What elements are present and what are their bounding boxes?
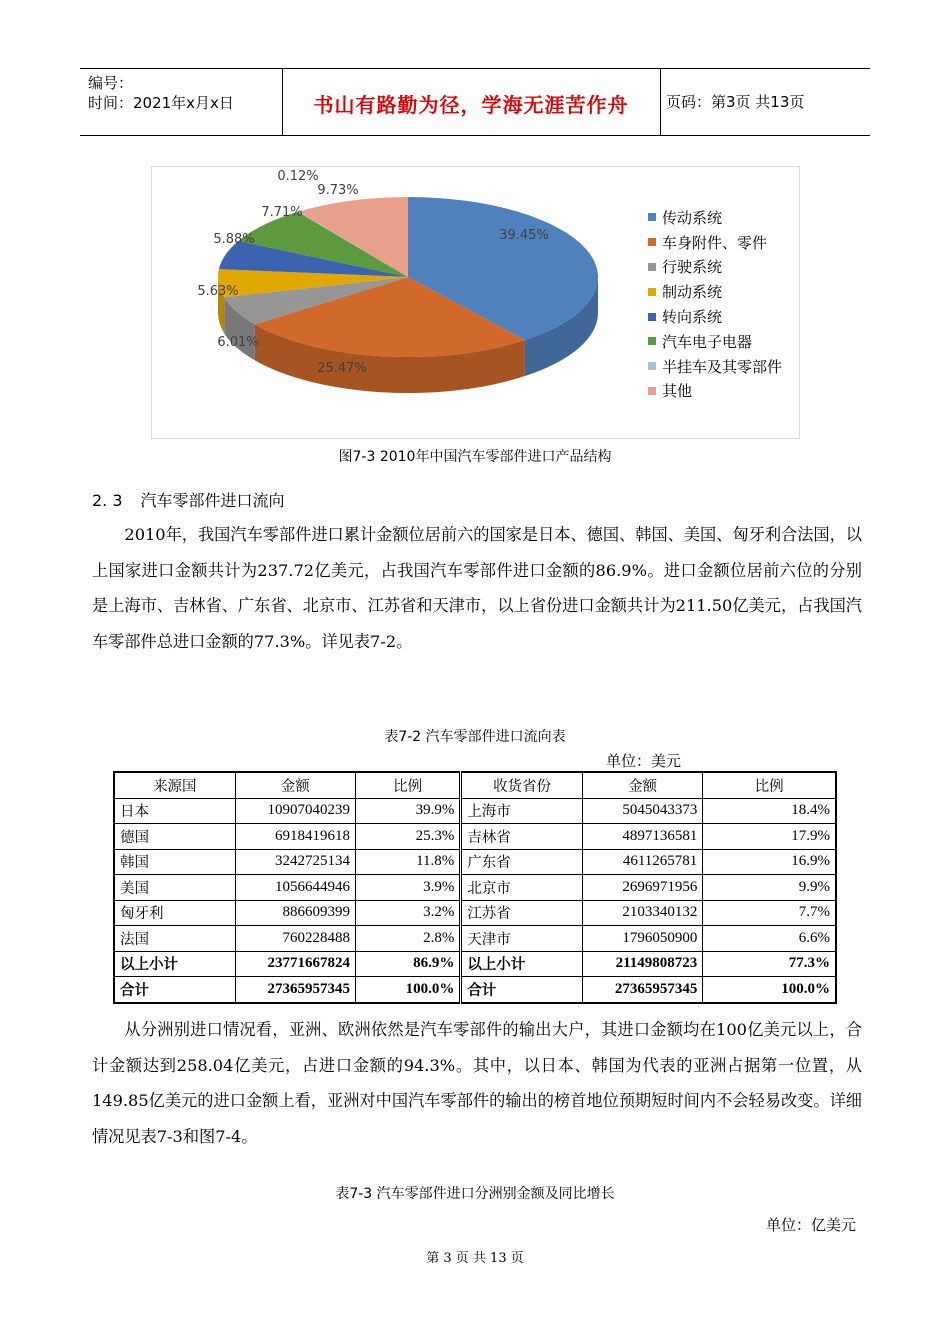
table-cell: 江苏省 <box>461 900 583 926</box>
pie-data-label: 6.01% <box>217 335 259 350</box>
table-cell: 27365957345 <box>235 977 356 1003</box>
table-row <box>114 900 836 926</box>
import-flow-table <box>113 771 837 1004</box>
figure-caption: 图7-3 2010年中国汽车零部件进口产品结构 <box>338 449 612 465</box>
legend-swatch <box>648 213 656 221</box>
table-cell: 韩国 <box>114 849 235 875</box>
legend-item <box>648 230 782 255</box>
legend-swatch <box>648 238 656 246</box>
table-cell: 7.7% <box>703 900 836 926</box>
table-cell: 上海市 <box>461 798 583 824</box>
table-header-cell: 比例 <box>356 772 461 798</box>
table-row <box>114 875 836 901</box>
page-footer: 第 3 页 共 13 页 <box>426 1251 524 1266</box>
header-meta <box>88 73 234 113</box>
table-cell: 17.9% <box>703 824 836 850</box>
table-summary-row <box>114 951 836 977</box>
pie-data-label: 0.12% <box>277 169 319 184</box>
table-header-cell: 金额 <box>235 772 356 798</box>
table-cell: 美国 <box>114 875 235 901</box>
table-cell: 1796050900 <box>582 926 703 952</box>
pie-data-label: 7.71% <box>261 205 303 220</box>
table-cell: 27365957345 <box>582 977 703 1003</box>
table-row <box>114 798 836 824</box>
legend-swatch <box>648 387 656 395</box>
table-cell: 3.2% <box>356 900 461 926</box>
header-motto: 书山有路勤为径，学海无涯苦作舟 <box>313 93 629 117</box>
table-cell: 以上小计 <box>114 951 235 977</box>
header-page-label: 页码：第3页 共13页 <box>666 93 805 111</box>
legend-item <box>648 354 782 379</box>
table-row <box>114 926 836 952</box>
legend-label: 行驶系统 <box>662 258 723 277</box>
table-cell: 天津市 <box>461 926 583 952</box>
legend-item <box>648 255 782 280</box>
header-divider <box>660 69 661 135</box>
table-cell: 886609399 <box>235 900 356 926</box>
pie-data-label: 9.73% <box>317 183 359 198</box>
pie-chart-plot <box>152 167 642 438</box>
table-cell: 4897136581 <box>582 824 703 850</box>
table-cell: 9.9% <box>703 875 836 901</box>
table-cell: 39.9% <box>356 798 461 824</box>
table-cell: 10907040239 <box>235 798 356 824</box>
legend-item <box>648 279 782 304</box>
legend-label: 传动系统 <box>662 208 723 227</box>
table-cell: 2696971956 <box>582 875 703 901</box>
table-cell: 760228488 <box>235 926 356 952</box>
table-body <box>114 798 836 1003</box>
legend-item <box>648 379 782 404</box>
legend-label: 半挂车及其零部件 <box>662 357 783 376</box>
table-cell: 日本 <box>114 798 235 824</box>
table-header-cell: 比例 <box>703 772 836 798</box>
table-cell: 广东省 <box>461 849 583 875</box>
header-date-label: 时间：2021年x月x日 <box>88 94 234 112</box>
table-header-row <box>114 772 836 798</box>
table-cell: 合计 <box>461 977 583 1003</box>
table-summary-row <box>114 977 836 1003</box>
table-cell: 以上小计 <box>461 951 583 977</box>
table-cell: 合计 <box>114 977 235 1003</box>
legend-swatch <box>648 263 656 271</box>
legend-swatch <box>648 288 656 296</box>
legend-label: 汽车电子电器 <box>662 332 753 351</box>
table-row <box>114 849 836 875</box>
table-cell: 匈牙利 <box>114 900 235 926</box>
table-caption: 表7-3 汽车零部件进口分洲别金额及同比增长 <box>335 1186 615 1202</box>
table-cell: 3.9% <box>356 875 461 901</box>
section-heading <box>92 488 285 511</box>
page-header <box>80 68 870 136</box>
table-cell: 21149808723 <box>582 951 703 977</box>
paragraph: 2010年，我国汽车零部件进口累计金额位居前六的国家是日本、德国、韩国、美国、匈牙利合法国，以上国家进口金额共计为237.72亿美元，占我国汽车零部件进口金额的86.9%。进口金额位居前六位的分别是上海市、吉林省、广东省、北京市、江苏省和天津市，以上省份进口金额共计为211.50亿美元，占我国汽车零部件总进口金额的77.3%。详见表7-2。 <box>92 525 862 651</box>
table-cell: 18.4% <box>703 798 836 824</box>
legend-label: 制动系统 <box>662 283 723 302</box>
table-cell: 2103340132 <box>582 900 703 926</box>
table-cell: 德国 <box>114 824 235 850</box>
table-cell: 16.9% <box>703 849 836 875</box>
table-header-cell: 来源国 <box>114 772 235 798</box>
table-cell: 6918419618 <box>235 824 356 850</box>
table-cell: 86.9% <box>356 951 461 977</box>
table-cell: 5045043373 <box>582 798 703 824</box>
legend-swatch <box>648 362 656 370</box>
paragraph: 从分洲别进口情况看，亚洲、欧洲依然是汽车零部件的输出大户，其进口金额均在100亿美元以上，合计金额达到258.04亿美元，占进口金额的94.3%。其中，以日本、韩国为代表的亚洲占据第一位置，从149.85亿美元的进口金额上看，亚洲对中国汽车零部件的输出的榜首地位预期短时间内不会轻易改变。详细情况见表7-3和图7-4。 <box>92 1020 862 1146</box>
table-cell: 4611265781 <box>582 849 703 875</box>
table-cell: 1056644946 <box>235 875 356 901</box>
table-cell: 100.0% <box>356 977 461 1003</box>
legend-item <box>648 205 782 230</box>
pie-data-label: 39.45% <box>499 228 549 243</box>
table-cell: 11.8% <box>356 849 461 875</box>
legend-label: 车身附件、零件 <box>662 233 768 252</box>
table-cell: 北京市 <box>461 875 583 901</box>
section-number: 2. 3 <box>92 491 123 510</box>
table-cell: 25.3% <box>356 824 461 850</box>
table-cell: 2.8% <box>356 926 461 952</box>
table-unit: 单位：亿美元 <box>766 1216 857 1234</box>
header-number-label: 编号： <box>88 74 134 92</box>
legend-label: 转向系统 <box>662 308 723 327</box>
legend-swatch <box>648 313 656 321</box>
table-row <box>114 824 836 850</box>
table-cell: 77.3% <box>703 951 836 977</box>
chart-legend <box>648 205 782 403</box>
table-header-cell: 金额 <box>582 772 703 798</box>
table-cell: 3242725134 <box>235 849 356 875</box>
table-cell: 23771667824 <box>235 951 356 977</box>
pie-data-label: 5.88% <box>213 232 255 247</box>
legend-item <box>648 304 782 329</box>
table-cell: 法国 <box>114 926 235 952</box>
section-title: 汽车零部件进口流向 <box>140 491 285 510</box>
table-cell: 吉林省 <box>461 824 583 850</box>
legend-item <box>648 329 782 354</box>
pie-data-label: 5.63% <box>197 284 239 299</box>
table-header-cell: 收货省份 <box>461 772 583 798</box>
legend-swatch <box>648 337 656 345</box>
table-unit: 单位：美元 <box>606 752 682 770</box>
table-caption: 表7-2 汽车零部件进口流向表 <box>384 729 566 745</box>
table-cell: 6.6% <box>703 926 836 952</box>
pie-data-label: 25.47% <box>317 361 367 376</box>
pie-chart <box>151 166 800 439</box>
table-cell: 100.0% <box>703 977 836 1003</box>
legend-label: 其他 <box>662 382 693 401</box>
